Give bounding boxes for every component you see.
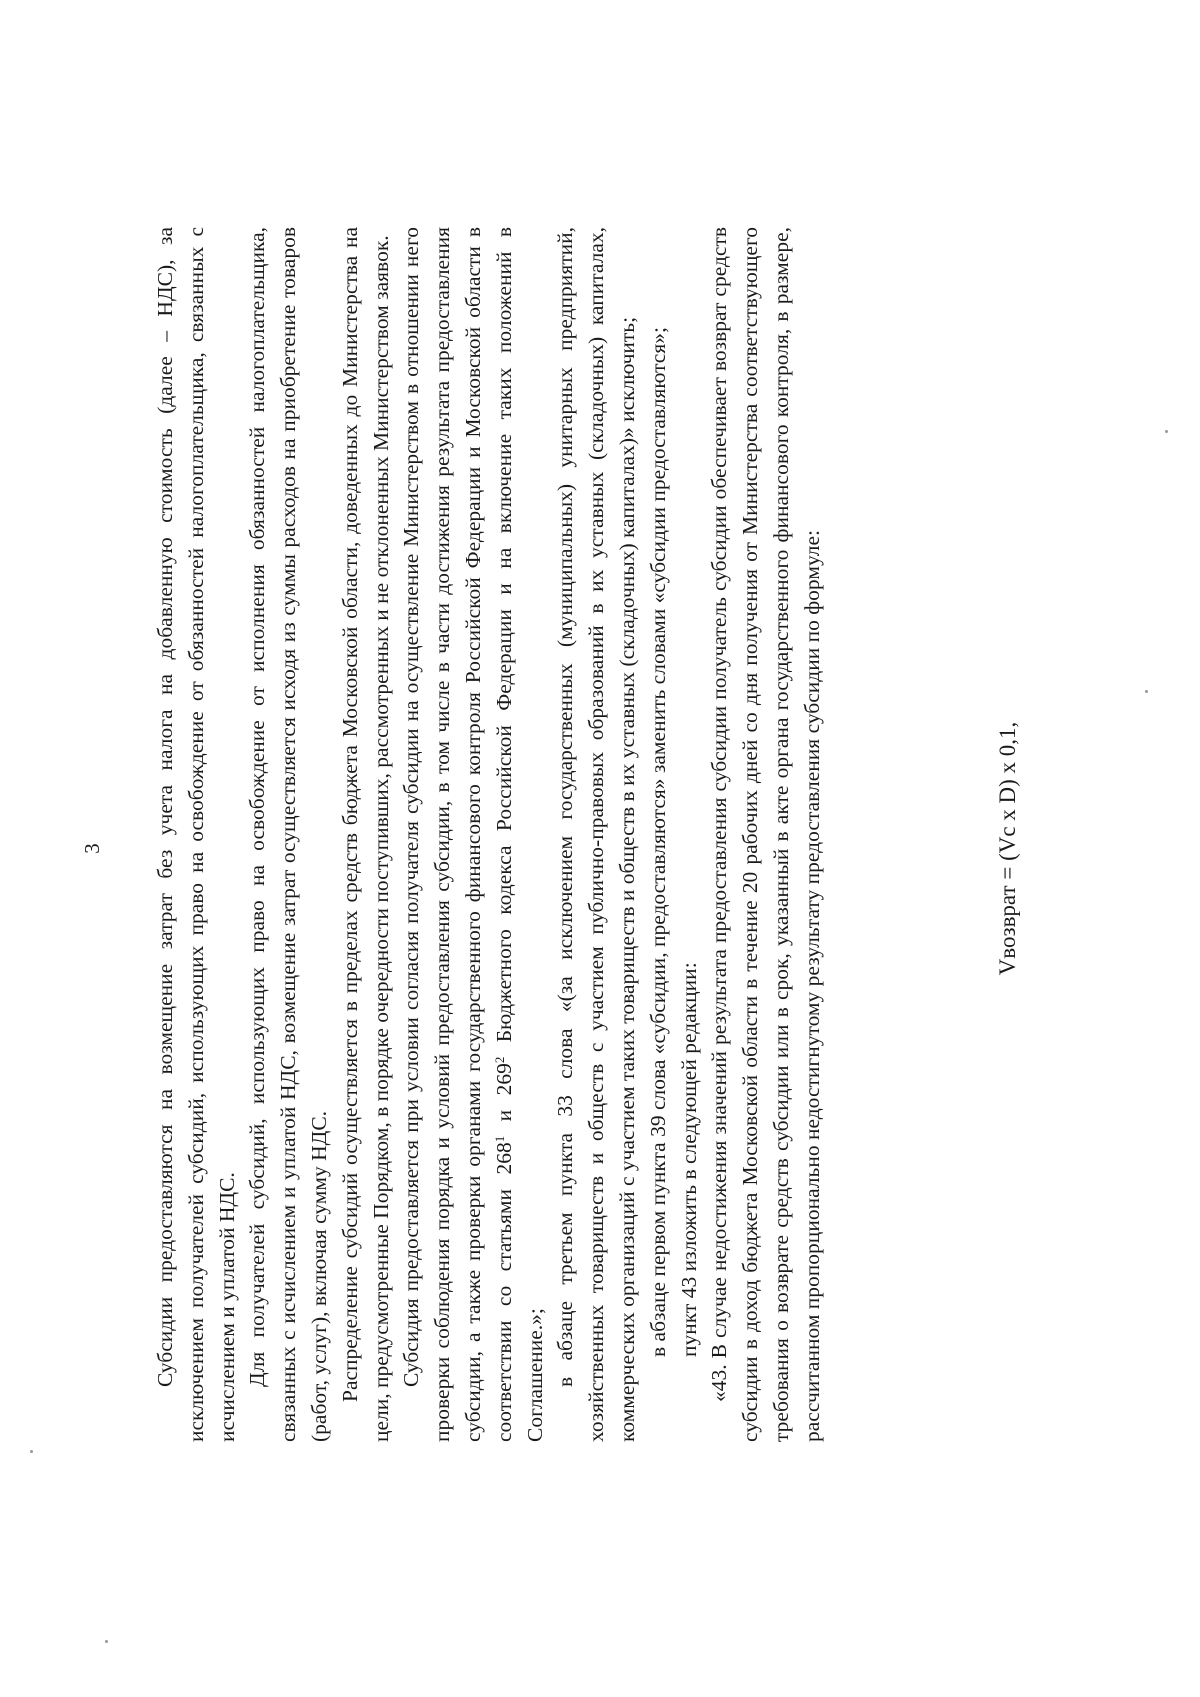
document-body	[150, 227, 828, 1442]
paragraph-vat-exempt: Для получателей субсидий, использующих право на освобождение от исполнения обязанностей налогоплательщика, связанных с исчислением и уплатой НДС, возмещение затрат осуществляется исходя из суммы расходов на приобретение товаров (работ, услуг), включая сумму НДС.	[245, 227, 331, 1442]
paragraph-distribution: Распределение субсидий осуществляется в пределах средств бюджета Московской области, доведенных до Министерства на цели, предусмотренные Порядком, в порядке очередности поступивших, рассмотренных и не отклоненных Министерством заявок.	[337, 227, 393, 1442]
paragraph-consent-text: Субсидия предоставляется при условии согласия получателя субсидии на осуществление Министерством в отношении него проверки соблюдения порядка и условий предоставления субсидии, в том числе в части достижения результата предоставления субсидии, а также проверки органами государственного финансового контроля Российской Федерации и Московской области в соответствии со статьями	[399, 227, 516, 1442]
refund-formula: Vвозврат = (Vс x D) x 0,1,	[995, 721, 1020, 976]
page-number: 3	[80, 843, 104, 854]
paragraph-point-33: в абзаце третьем пункта 33 слова «(за исключением государственных (муниципальных) унитарных предприятий, хозяйственных товариществ и обществ с участием публично-правовых образований в их уставных (складочных) капиталах, коммерческих организаций с участием таких товариществ и обществ в их уставных (складочных) капиталах)» исключить;	[553, 227, 639, 1442]
paragraph-point-43: «43. В случае недостижения значений результата предоставления субсидии получатель субсидии обеспечивает возврат средств субсидии в доход бюджета Московской области в течение 20 рабочих дней со дня получения от Министерства соответствующего требования о возврате средств субсидии или в срок, указанный в акте органа государственного финансового контроля, в размере, рассчитанном пропорционально недостигнутому результату предоставления субсидии по формуле:	[707, 227, 824, 1442]
paragraph-consent: Субсидия предоставляется при условии согласия получателя субсидии на осуществление Министерством в отношении него проверки соблюдения порядка и условий предоставления субсидии, в том числе в части достижения результата предоставления субсидии, а также проверки органами государственного финансового контроля Российской Федерации и Московской области в соответствии со статьями $268^1$ и $269^2$ Бюджетного кодекса Российской Федерации и на включение таких положений в Соглашение.»;	[399, 226, 547, 1442]
paragraph-point-43-intro: пункт 43 изложить в следующей редакции:	[676, 962, 701, 1357]
paragraph-point-39: в абзаце первом пункта 39 слова «субсидии, предоставляются» заменить словами «субсидии предоставляются»;	[645, 327, 670, 1357]
paragraph-subsidies-vat: Субсидии предоставляются на возмещение затрат без учета налога на добавленную стоимость (далее – НДС), за исключением получателей субсидий, использующих право на освобождение от обязанностей налогоплательщика, связанных с исчислением и уплатой НДС.	[153, 227, 239, 1442]
